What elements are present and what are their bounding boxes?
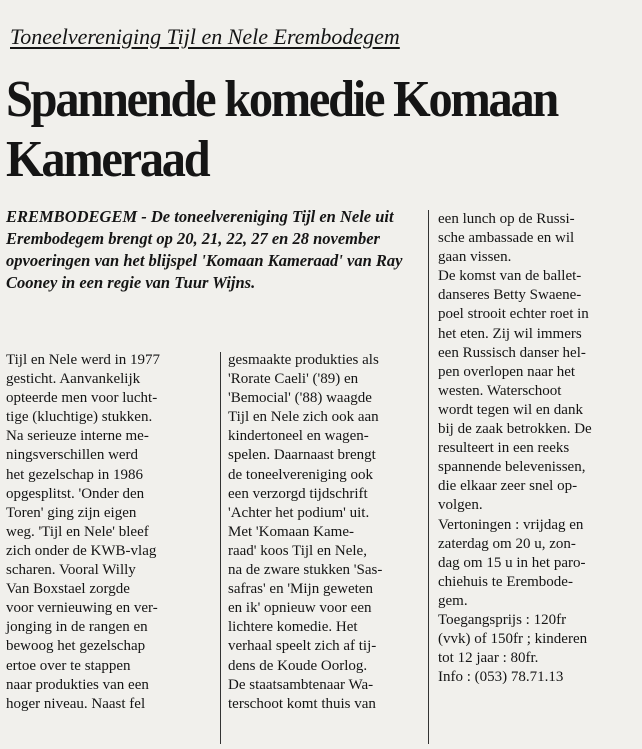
lead-text: - De toneelvereniging Tijl en Nele uit Erembodegem brengt op 20, 21, 22, 27 en 28 november opvoeringen van het blijspel 'Komaan Kameraad' van Ray Cooney in een regie van Tuur Wijns. (6, 207, 403, 292)
body-column-3: een lunch op de Russi- sche ambassade en wil gaan vissen. De komst van de ballet- danseres Betty Swaene- poel strooit echter roet in het eten. Zij wil immers een Russisch danser hel- pen overlopen naar het westen. Waterschoot wordt tegen wil en dank bij de zaak betrokken. De resulteert in een reeks spannende belevenissen, die elkaar zeer snel op- volgen. Vertoningen : vrijdag en zaterdag om 20 u, zon- dag om 15 u in het paro- chiehuis te Erembode- gem. Toegangsprijs : 120fr (vvk) of 150fr ; kinderen tot 12 jaar : 80fr. Info : (053) 78.71.13 (438, 211, 592, 686)
lead-place: EREMBODEGEM (6, 207, 138, 226)
headline: Spannende komedie Komaan Kameraad (6, 71, 558, 188)
column-divider-1 (220, 352, 221, 744)
body-column-1: Tijl en Nele werd in 1977 gesticht. Aanvankelijk opteerde men voor lucht- tige (kluchtige) stukken. Na serieuze interne me- ningsverschillen werd het gezelschap in 1986 opgesplitst. 'Onder den Toren' ging zijn eigen weg. 'Tijl en Nele' bleef zich onder de KWB-vlag scharen. Vooral Willy Van Boxstael zorgde voor vernieuwing en ver- jonging in de rangen en bewoog het gezelschap ertoe over te stappen naar produkties van een hoger niveau. Naast fel (6, 352, 161, 712)
body-column-2: gesmaakte produkties als 'Rorate Caeli' ('89) en 'Bemocial' ('88) waagde Tijl en Nele zich ook aan kindertoneel en wagen- spelen. Daarnaast brengt de toneelvereniging ook een verzorgd tijdschrift 'Achter het podium' uit. Met 'Komaan Kame- raad' koos Tijl en Nele, na de zware stukken 'Sas- safras' en 'Mijn geweten en ik' opnieuw voor een lichtere komedie. Het verhaal speelt zich af tij- dens de Koude Oorlog. De staatsambtenaar Wa- terschoot komt thuis van (228, 352, 383, 712)
lead-paragraph (6, 206, 416, 294)
column-divider-2 (428, 210, 429, 744)
kicker-heading: Toneelvereniging Tijl en Nele Erembodegem (10, 24, 400, 49)
bleed-through-text (418, 8, 628, 52)
